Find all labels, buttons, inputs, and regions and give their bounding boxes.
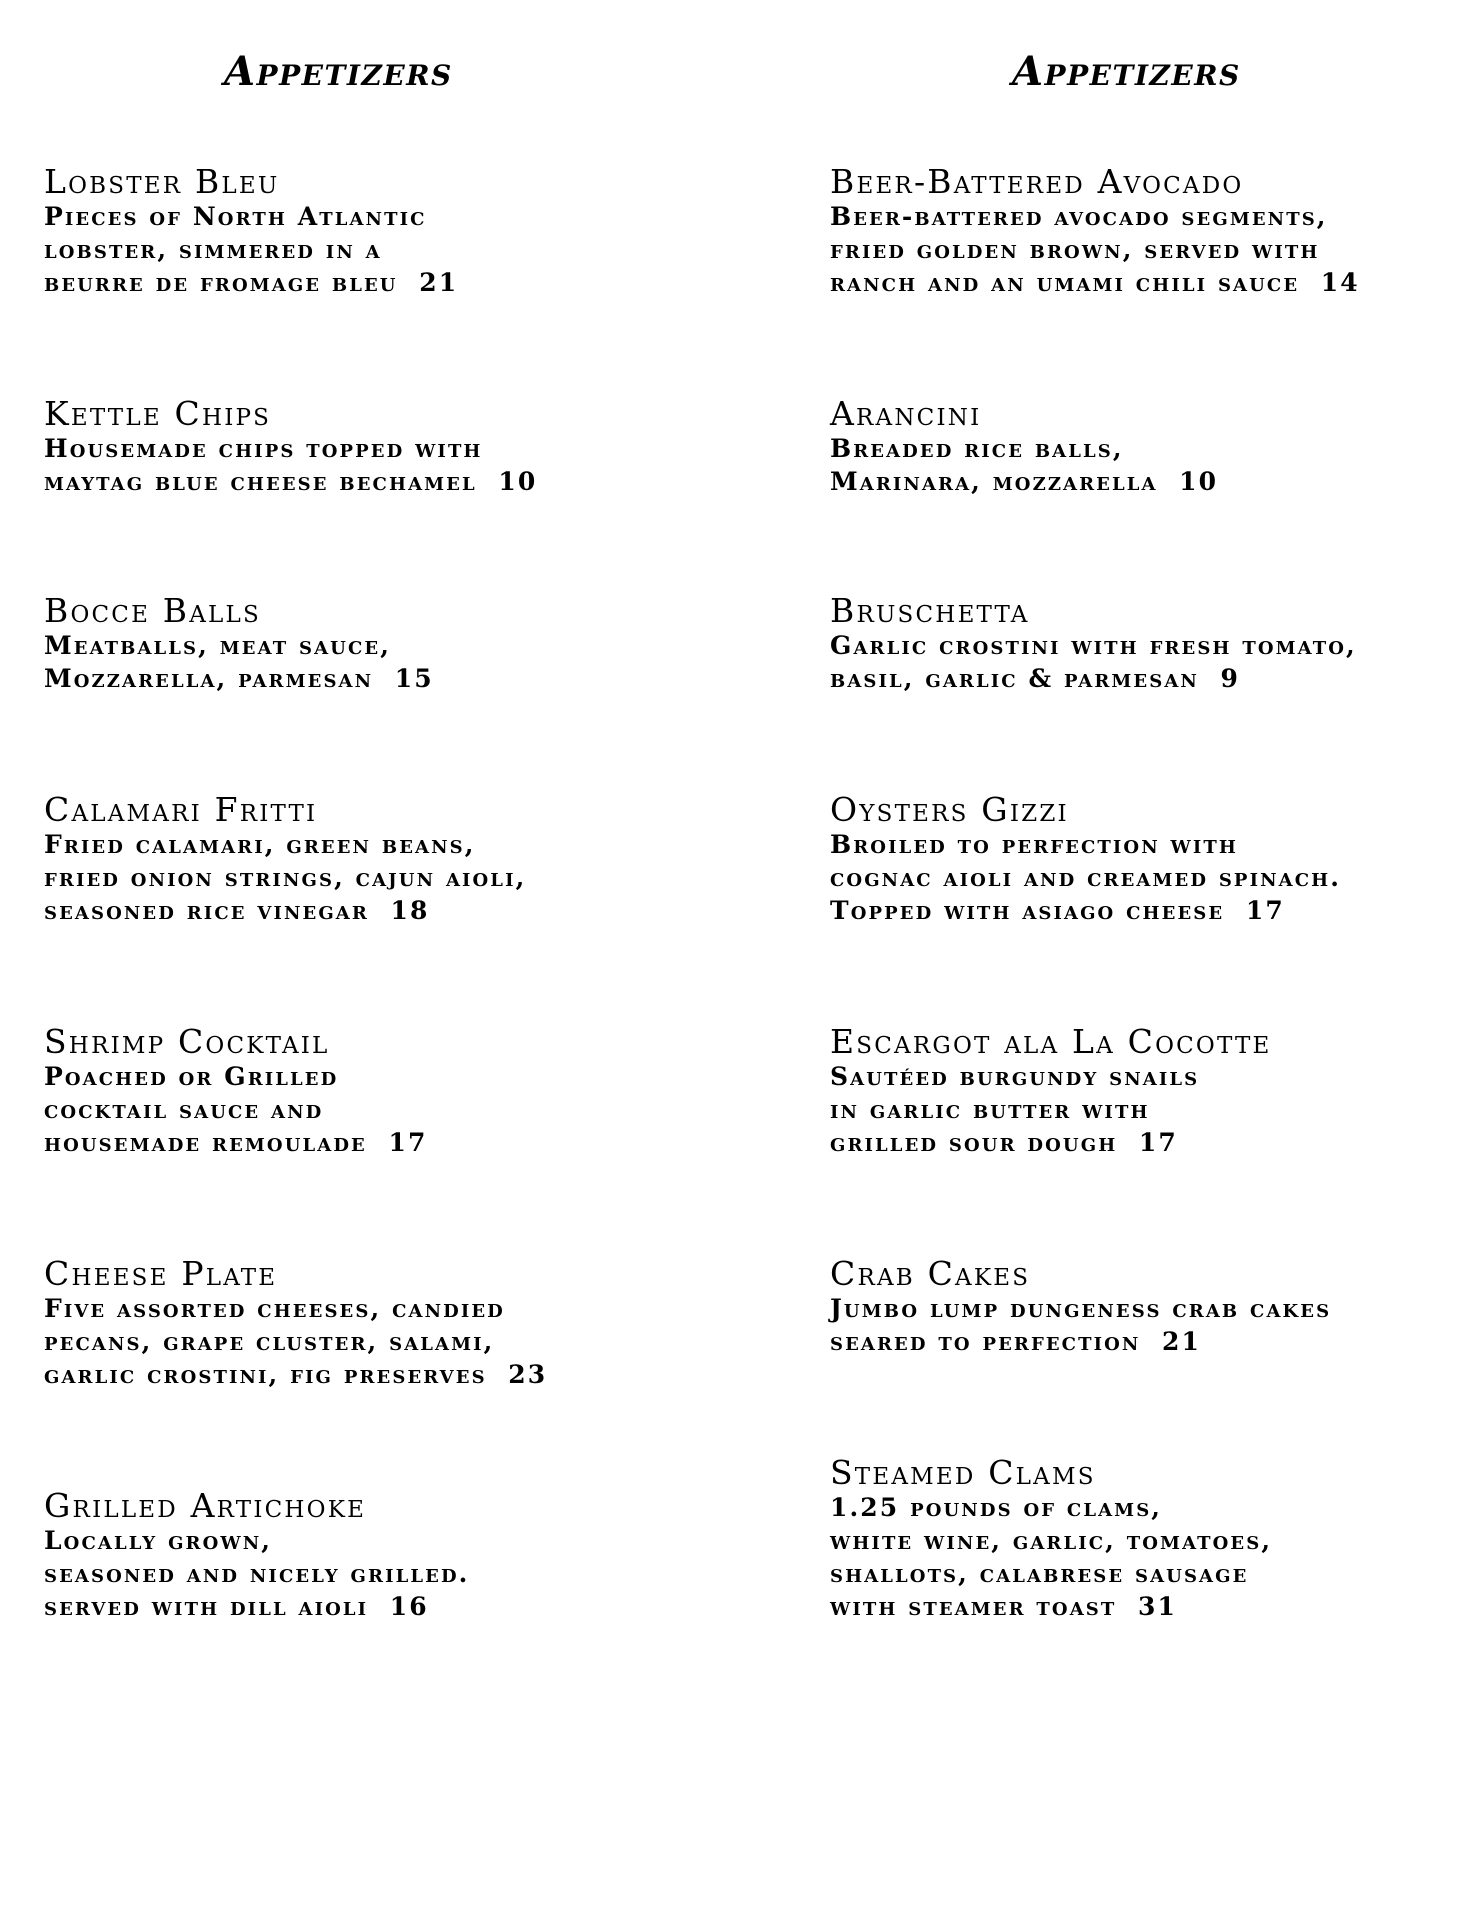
item-description-line: Breaded rice balls, — [830, 434, 1124, 463]
menu-item-steamed-clams — [830, 1455, 1470, 1623]
item-description-line: seasoned and nicely grilled. — [44, 1559, 470, 1588]
item-description-line: Housemade chips topped with — [44, 434, 483, 463]
section-heading: Appetizers — [224, 48, 453, 95]
item-name: Lobster Bleu — [44, 162, 280, 201]
item-description-line: Fried calamari, green beans, — [44, 830, 476, 859]
menu-item-oysters-gizzi — [830, 792, 1470, 927]
item-description-line: 1.25 pounds of clams, — [830, 1493, 1163, 1522]
menu-item-bruschetta — [830, 593, 1470, 695]
item-description-line: white wine, garlic, tomatoes, — [830, 1526, 1273, 1555]
item-description-line: shallots, calabrese sausage — [830, 1559, 1249, 1588]
menu-item-escargot — [830, 1024, 1470, 1159]
item-description-line: pecans, grape cluster, salami, — [44, 1327, 495, 1356]
item-description-line: Locally grown, — [44, 1526, 273, 1555]
item-description-line: ranch and an umami chili sauce 14 — [830, 268, 1360, 297]
item-description-line: Broiled to perfection with — [830, 830, 1238, 859]
item-description-line: Beer-battered avocado segments, — [830, 202, 1328, 231]
item-description-line: housemade remoulade 17 — [44, 1128, 428, 1157]
menu-item-beer-battered-avocado — [830, 164, 1470, 299]
item-description-line: garlic crostini, fig preserves 23 — [44, 1360, 548, 1389]
menu-item-shrimp-cocktail — [44, 1024, 684, 1159]
item-description-line: Sautéed burgundy snails — [830, 1062, 1200, 1091]
section-heading: Appetizers — [1012, 48, 1241, 95]
menu-item-grilled-artichoke — [44, 1488, 684, 1623]
menu-item-cheese-plate — [44, 1256, 684, 1391]
item-description-line: basil, garlic & parmesan 9 — [830, 664, 1241, 693]
item-description-line: Pieces of North Atlantic — [44, 202, 427, 231]
item-description-line: Marinara, mozzarella 10 — [830, 467, 1219, 496]
item-name: Grilled Artichoke — [44, 1486, 367, 1525]
item-description-line: seared to perfection 21 — [830, 1327, 1202, 1356]
item-description-line: in garlic butter with — [830, 1095, 1150, 1124]
menu-item-bocce-balls — [44, 593, 684, 695]
menu-item-crab-cakes — [830, 1256, 1470, 1358]
item-name: Beer-Battered Avocado — [830, 162, 1244, 201]
item-description-line: lobster, simmered in a — [44, 235, 382, 264]
menu-item-lobster-bleu — [44, 164, 684, 299]
item-name: Crab Cakes — [830, 1254, 1031, 1293]
item-description-line: maytag blue cheese bechamel 10 — [44, 467, 538, 496]
item-name: Calamari Fritti — [44, 790, 318, 829]
item-description-line: Meatballs, meat sauce, — [44, 631, 392, 660]
item-description-line: Poached or Grilled — [44, 1062, 339, 1091]
item-description-line: Topped with asiago cheese 17 — [830, 896, 1285, 925]
item-description-line: fried onion strings, cajun aioli, — [44, 863, 527, 892]
item-name: Escargot ala La Cocotte — [830, 1022, 1272, 1061]
menu-item-kettle-chips — [44, 396, 684, 498]
menu-item-calamari-fritti — [44, 792, 684, 927]
item-description-line: Five assorted cheeses, candied — [44, 1294, 505, 1323]
item-name: Steamed Clams — [830, 1453, 1096, 1492]
item-description-line: served with dill aioli 16 — [44, 1592, 429, 1621]
item-description-line: Jumbo lump dungeness crab cakes — [830, 1294, 1332, 1323]
item-description-line: beurre de fromage bleu 21 — [44, 268, 459, 297]
item-description-line: seasoned rice vinegar 18 — [44, 896, 430, 925]
item-name: Bruschetta — [830, 591, 1030, 630]
item-description-line: Garlic crostini with fresh tomato, — [830, 631, 1357, 660]
menu-item-arancini — [830, 396, 1470, 498]
item-name: Shrimp Cocktail — [44, 1022, 330, 1061]
item-description-line: cocktail sauce and — [44, 1095, 324, 1124]
item-description-line: fried golden brown, served with — [830, 235, 1320, 264]
item-description-line: Mozzarella, parmesan 15 — [44, 664, 434, 693]
item-name: Oysters Gizzi — [830, 790, 1069, 829]
item-name: Bocce Balls — [44, 591, 261, 630]
item-description-line: grilled sour dough 17 — [830, 1128, 1178, 1157]
item-name: Arancini — [830, 394, 982, 433]
item-description-line: with steamer toast 31 — [830, 1592, 1177, 1621]
item-description-line: cognac aioli and creamed spinach. — [830, 863, 1342, 892]
item-name: Kettle Chips — [44, 394, 272, 433]
item-name: Cheese Plate — [44, 1254, 278, 1293]
